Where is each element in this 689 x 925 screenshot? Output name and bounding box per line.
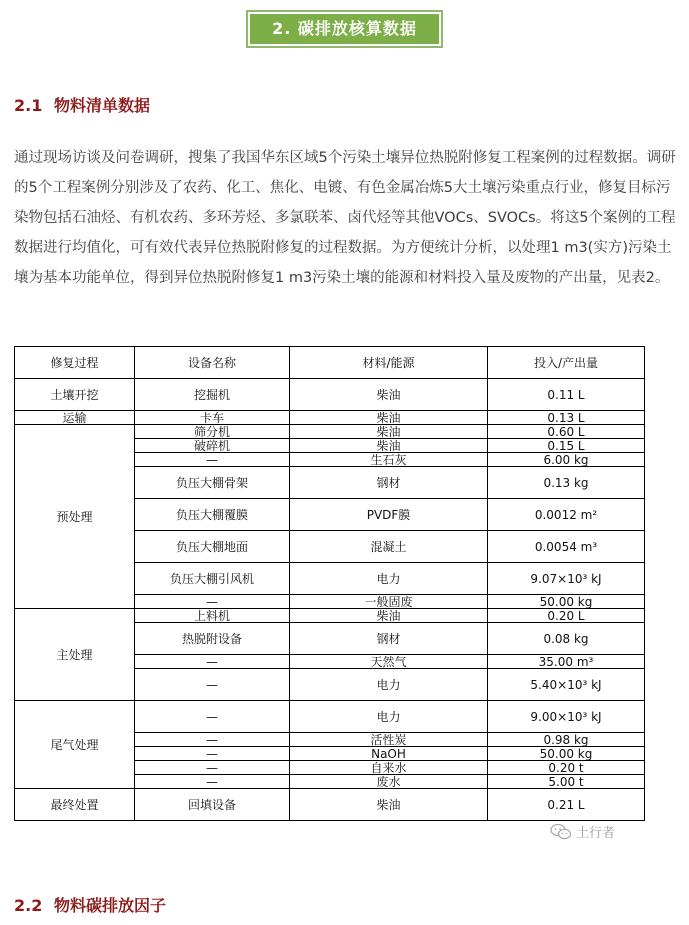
material-cell: 钢材 — [290, 623, 488, 655]
equipment-cell: 负压大棚覆膜 — [135, 499, 290, 531]
material-cell: 一般固废 — [290, 595, 488, 609]
material-cell: 活性炭 — [290, 733, 488, 747]
amount-cell: 0.98 kg — [488, 733, 645, 747]
amount-cell: 35.00 m³ — [488, 655, 645, 669]
amount-cell: 50.00 kg — [488, 595, 645, 609]
table-row — [15, 425, 645, 439]
equipment-cell: — — [135, 701, 290, 733]
equipment-cell: 回填设备 — [135, 789, 290, 821]
process-cell: 运输 — [15, 411, 135, 425]
amount-cell: 0.11 L — [488, 379, 645, 411]
table-header-cell: 修复过程 — [15, 347, 135, 379]
amount-cell: 0.60 L — [488, 425, 645, 439]
amount-cell: 9.07×10³ kJ — [488, 563, 645, 595]
material-cell: NaOH — [290, 747, 488, 761]
equipment-cell: — — [135, 669, 290, 701]
material-cell: 电力 — [290, 563, 488, 595]
amount-cell: 0.15 L — [488, 439, 645, 453]
material-cell: 柴油 — [290, 411, 488, 425]
table-header-row — [15, 347, 645, 379]
equipment-cell: — — [135, 733, 290, 747]
amount-cell: 0.13 L — [488, 411, 645, 425]
amount-cell: 0.0012 m² — [488, 499, 645, 531]
heading-title: 物料清单数据 — [54, 96, 151, 115]
process-cell: 预处理 — [15, 425, 135, 609]
heading-title: 物料碳排放因子 — [54, 896, 167, 915]
material-cell: 自来水 — [290, 761, 488, 775]
section-banner — [246, 10, 443, 48]
table-header-cell: 投入/产出量 — [488, 347, 645, 379]
material-cell: 柴油 — [290, 789, 488, 821]
equipment-cell: 上料机 — [135, 609, 290, 623]
equipment-cell: — — [135, 595, 290, 609]
table-row — [15, 701, 645, 733]
material-cell: 电力 — [290, 701, 488, 733]
amount-cell: 0.20 t — [488, 761, 645, 775]
equipment-cell: — — [135, 747, 290, 761]
materials-table — [14, 346, 645, 821]
amount-cell: 0.13 kg — [488, 467, 645, 499]
amount-cell: 9.00×10³ kJ — [488, 701, 645, 733]
amount-cell: 0.08 kg — [488, 623, 645, 655]
material-cell: 天然气 — [290, 655, 488, 669]
material-cell: 废水 — [290, 775, 488, 789]
table-row — [15, 411, 645, 425]
watermark — [550, 822, 615, 841]
equipment-cell: 破碎机 — [135, 439, 290, 453]
material-cell: 柴油 — [290, 425, 488, 439]
banner-title: 2. 碳排放核算数据 — [250, 14, 439, 44]
amount-cell: 0.0054 m³ — [488, 531, 645, 563]
body-paragraph: 通过现场访谈及问卷调研，搜集了我国华东区域5个污染土壤异位热脱附修复工程案例的过程数据。调研的5个工程案例分别涉及了农药、化工、焦化、电镀、有色金属冶炼5大土壤污染重点行业，修复目标污染物包括石油烃、有机农药、多环芳烃、多氯联苯、卤代烃等其他VOCs、SVOCs。将这5个案例的工程数据进行均值化，可有效代表异位热脱附修复的过程数据。为方便统计分析，以处理1 m3(实方)污染土壤为基本功能单位，得到异位热脱附修复1 m3污染土壤的能源和材料投入量及废物的产出量，见表2。 — [14, 150, 676, 286]
amount-cell: 50.00 kg — [488, 747, 645, 761]
equipment-cell: — — [135, 655, 290, 669]
material-cell: 生石灰 — [290, 453, 488, 467]
wechat-icon — [550, 823, 572, 841]
table-row — [15, 609, 645, 623]
material-cell: 混凝土 — [290, 531, 488, 563]
table-header-cell: 设备名称 — [135, 347, 290, 379]
table-row — [15, 789, 645, 821]
heading-2-2 — [14, 893, 166, 916]
material-cell: 柴油 — [290, 609, 488, 623]
amount-cell: 5.00 t — [488, 775, 645, 789]
amount-cell: 5.40×10³ kJ — [488, 669, 645, 701]
material-cell: 柴油 — [290, 379, 488, 411]
equipment-cell: 筛分机 — [135, 425, 290, 439]
heading-number: 2.2 — [14, 896, 43, 915]
material-cell: PVDF膜 — [290, 499, 488, 531]
equipment-cell: — — [135, 453, 290, 467]
process-cell: 土壤开挖 — [15, 379, 135, 411]
table-header-cell: 材料/能源 — [290, 347, 488, 379]
equipment-cell: 卡车 — [135, 411, 290, 425]
heading-number: 2.1 — [14, 96, 43, 115]
material-cell: 柴油 — [290, 439, 488, 453]
table-row — [15, 379, 645, 411]
amount-cell: 0.21 L — [488, 789, 645, 821]
equipment-cell: — — [135, 761, 290, 775]
equipment-cell: — — [135, 775, 290, 789]
heading-2-1 — [14, 93, 150, 116]
equipment-cell: 负压大棚地面 — [135, 531, 290, 563]
process-cell: 尾气处理 — [15, 701, 135, 789]
amount-cell: 0.20 L — [488, 609, 645, 623]
equipment-cell: 负压大棚引风机 — [135, 563, 290, 595]
section-banner-wrap — [0, 10, 689, 48]
equipment-cell: 负压大棚骨架 — [135, 467, 290, 499]
amount-cell: 6.00 kg — [488, 453, 645, 467]
process-cell: 最终处置 — [15, 789, 135, 821]
material-cell: 电力 — [290, 669, 488, 701]
equipment-cell: 热脱附设备 — [135, 623, 290, 655]
equipment-cell: 挖掘机 — [135, 379, 290, 411]
material-cell: 钢材 — [290, 467, 488, 499]
watermark-text: 土行者 — [576, 826, 616, 841]
process-cell: 主处理 — [15, 609, 135, 701]
table-body — [15, 379, 645, 821]
